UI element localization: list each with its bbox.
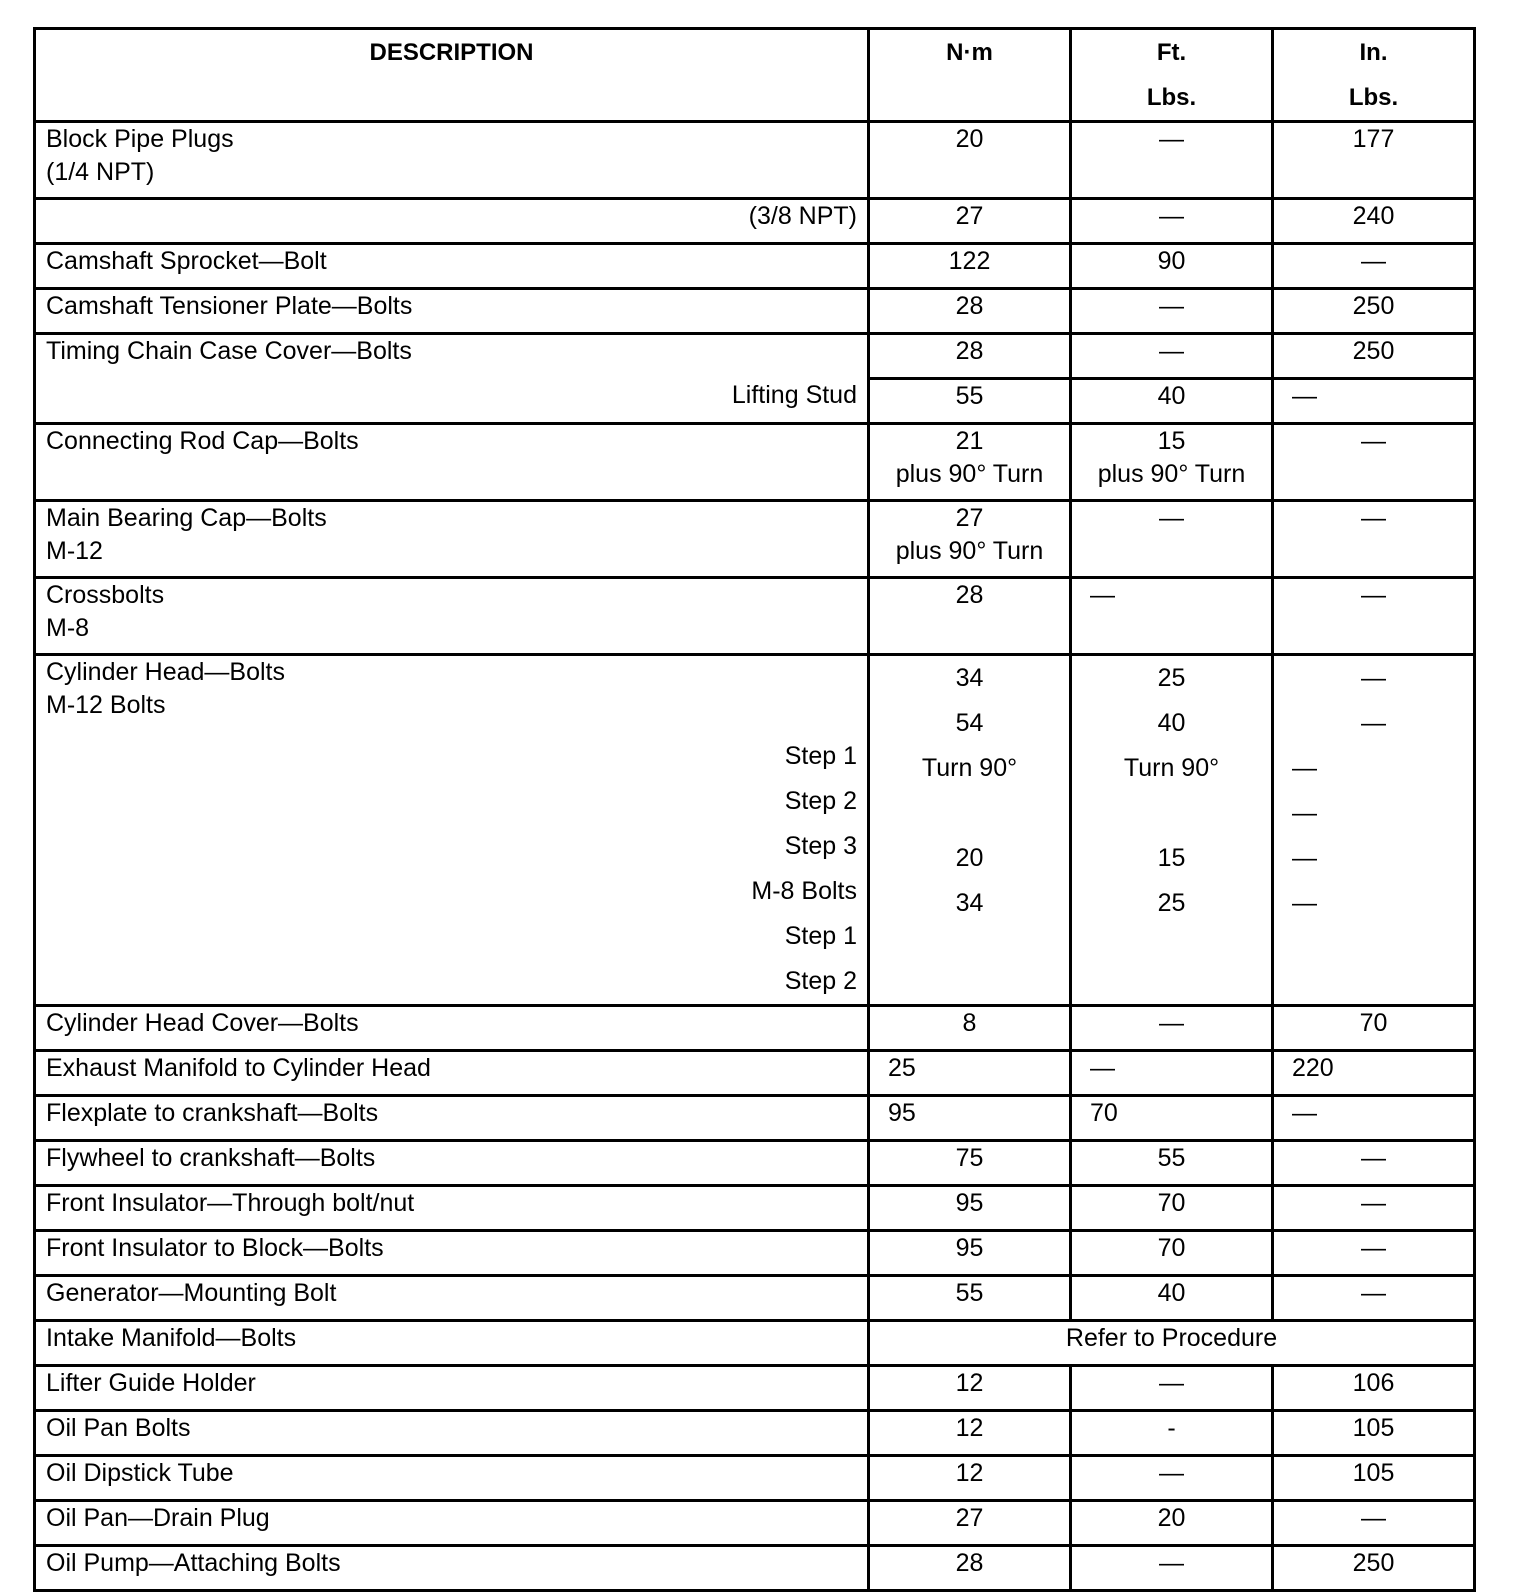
table-row [35,289,1475,334]
row-description: Lifter Guide Holder [35,1366,869,1411]
table-row [35,1321,1475,1366]
in-lbs-value: 240 [1273,199,1475,244]
nm-value: 21 plus 90° Turn [869,424,1071,501]
ft-lbs-value: — [1071,1546,1273,1591]
table-row [35,122,1475,199]
table-row [35,578,1475,655]
ft-lbs-value: — [1071,1006,1273,1051]
nm-value: 28 [869,289,1071,334]
nm-value: 28 [869,578,1071,655]
nm-value: 20 [869,122,1071,199]
nm-value: 34 54 Turn 90° 20 34 [869,655,1071,1006]
table-row [35,1141,1475,1186]
ft-lbs-value: 40 [1071,1276,1273,1321]
in-lbs-value: — [1273,1501,1475,1546]
in-lbs-value: — [1273,1141,1475,1186]
ft-lbs-value: 90 [1071,244,1273,289]
nm-value: 12 [869,1366,1071,1411]
row-description: Lifting Stud [35,379,869,424]
in-lbs-value: 106 [1273,1366,1475,1411]
nm-value: 27 plus 90° Turn [869,501,1071,578]
nm-value: 25 [869,1051,1071,1096]
ft-lbs-header: Ft. Lbs. [1071,29,1273,122]
in-lbs-value: — [1273,1096,1475,1141]
row-description: Oil Pump—Attaching Bolts [35,1546,869,1591]
table-row [35,334,1475,379]
torque-spec-sheet [33,27,1473,1592]
header-row [35,29,1475,122]
nm-value: 95 [869,1231,1071,1276]
row-description: Flywheel to crankshaft—Bolts [35,1141,869,1186]
in-lbs-value: — [1273,379,1475,424]
nm-value: 27 [869,199,1071,244]
row-description: Connecting Rod Cap—Bolts [35,424,869,501]
in-lbs-value: 220 [1273,1051,1475,1096]
in-lbs-value: — [1273,1231,1475,1276]
procedure-note: Refer to Procedure [869,1321,1475,1366]
ft-lbs-value: 70 [1071,1186,1273,1231]
ft-lbs-value: 55 [1071,1141,1273,1186]
in-lbs-value: 105 [1273,1411,1475,1456]
row-description: Oil Pan—Drain Plug [35,1501,869,1546]
ft-lbs-value: 15 plus 90° Turn [1071,424,1273,501]
table-row [35,199,1475,244]
table-row [35,1096,1475,1141]
row-description: Cylinder Head—Bolts M-12 Bolts Step 1 Step 2 Step 3 M-8 Bolts Step 1 Step 2 [35,655,869,1006]
ft-lbs-value: — [1071,501,1273,578]
ft-lbs-value: 20 [1071,1501,1273,1546]
ft-lbs-value: 40 [1071,379,1273,424]
table-row [35,424,1475,501]
row-description: (3/8 NPT) [35,199,869,244]
in-lbs-value: 70 [1273,1006,1475,1051]
table-row [35,1366,1475,1411]
row-description: Intake Manifold—Bolts [35,1321,869,1366]
row-description: Block Pipe Plugs (1/4 NPT) [35,122,869,199]
table-row [35,1051,1475,1096]
nm-value: 95 [869,1096,1071,1141]
ft-lbs-value: - [1071,1411,1273,1456]
nm-header: N·m [869,29,1071,122]
nm-value: 95 [869,1186,1071,1231]
ft-lbs-value: — [1071,199,1273,244]
table-row [35,244,1475,289]
ft-lbs-value: 25 40 Turn 90° 15 25 [1071,655,1273,1006]
row-description: Camshaft Tensioner Plate—Bolts [35,289,869,334]
ft-lbs-value: 70 [1071,1231,1273,1276]
ft-lbs-value: — [1071,334,1273,379]
nm-value: 55 [869,379,1071,424]
in-lbs-value: — [1273,501,1475,578]
table-row [35,1501,1475,1546]
table-row [35,1231,1475,1276]
row-description: Cylinder Head Cover—Bolts [35,1006,869,1051]
table-row [35,379,1475,424]
step-label: Step 1 [784,922,857,950]
ft-lbs-value: — [1071,122,1273,199]
row-description: Timing Chain Case Cover—Bolts [35,334,869,379]
in-lbs-value: 250 [1273,289,1475,334]
row-description: Flexplate to crankshaft—Bolts [35,1096,869,1141]
row-description: Exhaust Manifold to Cylinder Head [35,1051,869,1096]
nm-value: 75 [869,1141,1071,1186]
nm-value: 122 [869,244,1071,289]
table-row [35,1186,1475,1231]
row-description: Camshaft Sprocket—Bolt [35,244,869,289]
table-row [35,1456,1475,1501]
in-lbs-value: — — — — — — [1273,655,1475,1006]
step-label: Step 2 [784,967,857,995]
row-description: Front Insulator—Through bolt/nut [35,1186,869,1231]
in-lbs-value: — [1273,244,1475,289]
in-lbs-value: 105 [1273,1456,1475,1501]
row-description: Main Bearing Cap—Bolts M-12 [35,501,869,578]
step-label: Step 2 [784,787,857,815]
in-lbs-value: 177 [1273,122,1475,199]
row-description: Oil Pan Bolts [35,1411,869,1456]
nm-value: 12 [869,1456,1071,1501]
ft-lbs-value: — [1071,1366,1273,1411]
table-row [35,1546,1475,1591]
nm-value: 28 [869,1546,1071,1591]
ft-lbs-value: — [1071,578,1273,655]
torque-spec-table [33,27,1476,1592]
ft-lbs-value: — [1071,289,1273,334]
nm-value: 12 [869,1411,1071,1456]
ft-lbs-value: 70 [1071,1096,1273,1141]
nm-value: 55 [869,1276,1071,1321]
step-label: M-8 Bolts [751,877,857,905]
nm-value: 28 [869,334,1071,379]
in-lbs-value: 250 [1273,1546,1475,1591]
in-lbs-value: — [1273,1276,1475,1321]
table-row [35,1411,1475,1456]
ft-lbs-value: — [1071,1456,1273,1501]
in-lbs-value: — [1273,578,1475,655]
in-lbs-value: — [1273,1186,1475,1231]
row-description: Generator—Mounting Bolt [35,1276,869,1321]
table-row [35,1006,1475,1051]
step-label: Step 3 [784,832,857,860]
step-label: Step 1 [784,742,857,770]
row-description: Oil Dipstick Tube [35,1456,869,1501]
row-description: Crossbolts M-8 [35,578,869,655]
nm-value: 8 [869,1006,1071,1051]
table-row [35,1276,1475,1321]
in-lbs-value: 250 [1273,334,1475,379]
table-row [35,501,1475,578]
ft-lbs-value: — [1071,1051,1273,1096]
row-description: Front Insulator to Block—Bolts [35,1231,869,1276]
in-lbs-value: — [1273,424,1475,501]
table-row [35,655,1475,1006]
nm-value: 27 [869,1501,1071,1546]
description-header: DESCRIPTION [35,29,869,122]
in-lbs-header: In. Lbs. [1273,29,1475,122]
